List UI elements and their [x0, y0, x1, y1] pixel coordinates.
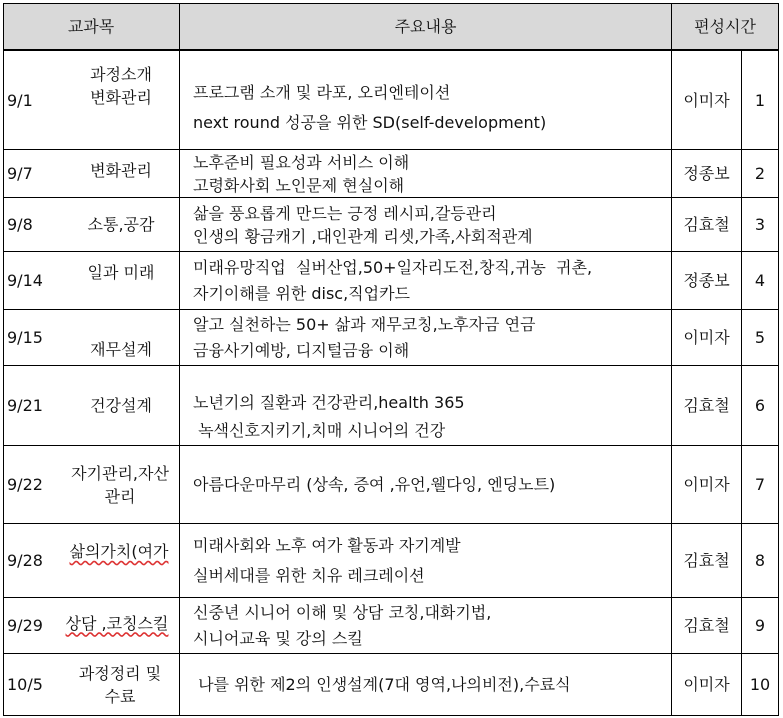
row-content	[193, 366, 669, 445]
row-lecturer: 정종보	[683, 164, 730, 183]
course-line: 재무설계	[90, 340, 152, 359]
row-session: 9	[754, 616, 766, 635]
row-content	[193, 150, 669, 197]
row-session: 3	[754, 215, 766, 234]
row-course	[59, 524, 179, 579]
row-course	[59, 654, 181, 715]
content-line: 아름다운마무리 (상속, 증여 ,유언,웰다잉, 엔딩노트)	[193, 475, 556, 494]
row-session: 1	[754, 90, 766, 110]
row-course	[63, 198, 179, 251]
row-lecturer: 이미자	[683, 328, 730, 347]
content-line: 시니어교육 및 강의 스킬	[193, 628, 363, 648]
row-date: 9/8	[7, 215, 33, 234]
row-date: 9/14	[7, 271, 43, 290]
row-course	[59, 446, 181, 523]
row-date: 9/7	[7, 164, 33, 183]
row-course	[47, 598, 187, 648]
row-content	[193, 598, 669, 653]
row-lecturer: 이미자	[683, 675, 730, 694]
content-line: 금융사기예방, 디지털금융 이해	[193, 340, 410, 360]
course-line: 과정소개	[90, 65, 152, 84]
row-course	[63, 366, 179, 445]
content-line: 삶을 풍요롭게 만드는 긍정 레시피,갈등관리	[193, 203, 497, 223]
row-lecturer: 김효철	[683, 215, 730, 234]
course-line: 소통,공감	[87, 215, 155, 234]
row-lecturer: 이미자	[683, 90, 730, 110]
content-line: 노후준비 필요성과 서비스 이해	[193, 152, 410, 172]
row-date: 9/21	[7, 396, 43, 415]
row-date: 9/15	[7, 328, 43, 347]
row-session: 10	[749, 675, 771, 694]
row-course	[63, 252, 179, 292]
course-line: 수료	[104, 686, 136, 706]
grid-line	[3, 715, 779, 716]
row-date: 10/5	[7, 675, 43, 694]
content-line: 노년기의 질환과 건강관리,health 365	[193, 392, 465, 412]
course-line: 자기관리,자산	[71, 463, 169, 483]
content-line: 프로그램 소개 및 라포, 오리엔테이션	[193, 83, 451, 102]
row-session: 8	[754, 551, 766, 570]
row-session: 6	[754, 396, 766, 415]
row-content	[193, 51, 669, 149]
grid-line	[778, 3, 779, 716]
row-content	[193, 252, 669, 309]
content-line: 고령화사회 노인문제 현실이해	[193, 175, 405, 195]
course-line: 상담 ,코칭스킬	[65, 613, 169, 633]
header-content: 주요내용	[394, 17, 457, 36]
grid-line	[3, 3, 4, 716]
row-course	[63, 51, 179, 149]
row-content	[193, 524, 669, 597]
row-session: 7	[754, 475, 766, 494]
row-lecturer: 김효철	[683, 551, 730, 570]
content-line: 녹색신호지키기,치매 시니어의 건강	[193, 420, 446, 440]
content-line: 실버세대를 위한 치유 레크레이션	[193, 565, 425, 585]
row-date: 9/29	[7, 616, 43, 635]
row-session: 5	[754, 328, 766, 347]
course-line: 변화관리	[90, 88, 152, 107]
row-date: 9/1	[7, 90, 33, 110]
course-line: 삶의가치(여가	[69, 542, 169, 561]
content-line: 미래유망직업 실버산업,50+일자리도전,창직,귀농 귀촌,	[193, 257, 593, 277]
row-lecturer: 이미자	[683, 475, 730, 494]
row-session: 4	[754, 271, 766, 290]
row-content	[193, 654, 669, 715]
row-date: 9/28	[7, 551, 43, 570]
row-content	[193, 446, 669, 523]
course-line: 변화관리	[90, 160, 152, 180]
schedule-table	[3, 3, 779, 716]
row-lecturer: 김효철	[683, 616, 730, 635]
content-line: 인생의 황금캐기 ,대인관계 리셋,가족,사회적관계	[193, 226, 533, 246]
content-line: 알고 실천하는 50+ 삶과 재무코칭,노후자금 연금	[193, 314, 536, 334]
header-schedule: 편성시간	[694, 17, 756, 36]
header-course: 교과목	[67, 17, 115, 36]
row-course	[63, 310, 179, 365]
course-line: 관리	[104, 486, 136, 506]
row-session: 2	[754, 164, 766, 183]
content-line: 자기이해를 위한 disc,직업카드	[193, 283, 411, 303]
row-lecturer: 정종보	[683, 271, 730, 290]
content-line: 신중년 시니어 이해 및 상담 코칭,대화기법,	[193, 602, 492, 622]
course-line: 일과 미래	[87, 262, 155, 282]
row-course	[63, 150, 179, 190]
content-line: 나를 위한 제2의 인생설계(7대 영역,나의비전),수료식	[193, 675, 571, 694]
course-line: 과정정리 및	[78, 663, 162, 683]
content-line: next round 성공을 위한 SD(self-development)	[193, 113, 547, 132]
course-line: 건강설계	[90, 396, 152, 415]
row-content	[193, 310, 669, 365]
content-line: 미래사회와 노후 여가 활동과 자기계발	[193, 535, 461, 555]
row-date: 9/22	[7, 475, 43, 494]
row-lecturer: 김효철	[683, 396, 730, 415]
row-content	[193, 198, 669, 251]
